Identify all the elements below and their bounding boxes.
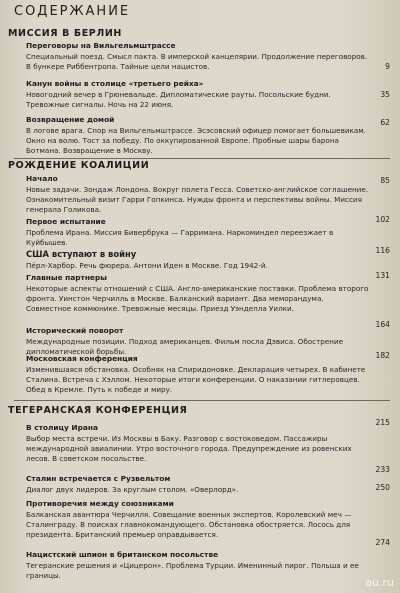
chapter-description: В логове врага. Спор на Вильгельмштрассе. Эсэсовский офицер помогает большевикам. Окно на волю. Тост за победу. По оккупированной Европе. Пробные шары барона Ботмана. Возвращение в Москву. [26,126,366,155]
chapter-title: Главные партнеры [26,273,107,282]
page-number: 182 [375,351,390,360]
chapter-description: Изменившаяся обстановка. Особняк на Спиридоновке. Декларация четырех. В кабинете Сталина. Встреча с Хэллом. Некоторые итоги конференции. О наказании гитлеровцев. Обед в Кремле. Путь к победе и миру. [26,365,366,394]
chapter-title: Возвращение домой [26,115,115,124]
chapter-description: Специальный поезд. Смысл пакта. В имперской канцелярии. Продолжение переговоров. В бункере Риббентропа. Тайные цели нацистов. [26,52,368,71]
part-heading: ТЕГЕРАНСКАЯ КОНФЕРЕНЦИЯ [8,405,188,416]
page-number: 131 [375,271,390,280]
chapter-title: Сталин встречается с Рузвельтом [26,474,171,483]
chapter-title: Нацистский шпион в британском посольстве [26,550,219,559]
chapter-title: Исторический поворот [26,326,124,335]
page-number: 85 [380,176,390,185]
page-number: 274 [375,538,390,547]
chapter-title: Первое испытание [26,217,106,226]
page-number: 9 [385,62,390,71]
page-number: 164 [375,320,390,329]
part-heading: МИССИЯ В БЕРЛИН [8,28,122,39]
chapter-description: Некоторые аспекты отношений с США. Англо-американские поставки. Проблема второго фронта. Уинстон Черчилль в Москве. Балканский вариант. Два меморандума. Совместное коммюнике. Тревожные месяцы. Приезд Уэнделла Уилки. [26,284,369,313]
chapter-description: Тегеранские решения и «Цицерон». Проблема Турции. Именинный пирог. Польша и ее границы. [26,561,359,580]
page-number: 250 [375,483,390,492]
chapter-description: Международные позиции. Подход американцев. Фильм посла Дэвиса. Обострение дипломатической борьбы. [26,337,344,356]
section-divider [14,158,390,159]
chapter-description: Пёрл-Харбор. Речь фюрера. Антони Иден в Москве. Год 1942-й. [26,261,268,270]
section-divider [14,400,390,401]
page-title: СОДЕРЖАНИЕ [14,4,131,19]
chapter-title: Переговоры на Вильгельмштрассе [26,41,176,50]
page-number: 215 [375,418,390,427]
chapter-title: Противоречия между союзниками [26,499,174,508]
page-number: 233 [375,465,390,474]
chapter-title: Московская конференция [26,354,138,363]
chapter-title: В столицу Ирана [26,423,98,432]
chapter-description: Балканская авантюра Черчилля. Совещание военных экспертов. Королевский меч — Сталинграду. В поисках главнокомандующего. Обстановка обостряется. Лосось для президента. Британский премьер оправдывается. [26,510,352,539]
chapter-description: Проблема Ирана. Миссия Бивербрука — Гарримана. Наркоминдел переезжает в Куйбышев. [26,228,334,247]
page-number: 62 [380,118,390,127]
page-number: 35 [380,90,390,99]
chapter-title: Начало [26,174,58,183]
chapter-title: США вступают в войну [26,249,137,259]
chapter-description: Новые задачи. Зондаж Лондона. Вокруг полета Гесса. Советско-английское соглашение. Ознакомительный визит Гарри Гопкинса. Нужды фронта и перспективы войны. Миссия генерала Голикова. [26,185,369,214]
chapter-description: Выбор места встречи. Из Москвы в Баку. Разговор с востоковедом. Пассажиры международной авиалинии. Утро восточного города. Предупреждение из ровенских лесов. В советском посольстве. [26,434,352,463]
chapter-description: Новогодний вечер в Грюневальде. Дипломатические рауты. Посольские будни. Тревожные сигналы. Ночь на 22 июня. [26,90,331,109]
page-number: 116 [375,246,390,255]
page-number: 102 [375,215,390,224]
chapter-title: Канун войны в столице «третьего рейха» [26,79,204,88]
watermark: au.ru [365,576,394,589]
chapter-description: Диалог двух лидеров. За круглым столом. «Оверлорд». [26,485,239,494]
part-heading: РОЖДЕНИЕ КОАЛИЦИИ [8,160,150,171]
